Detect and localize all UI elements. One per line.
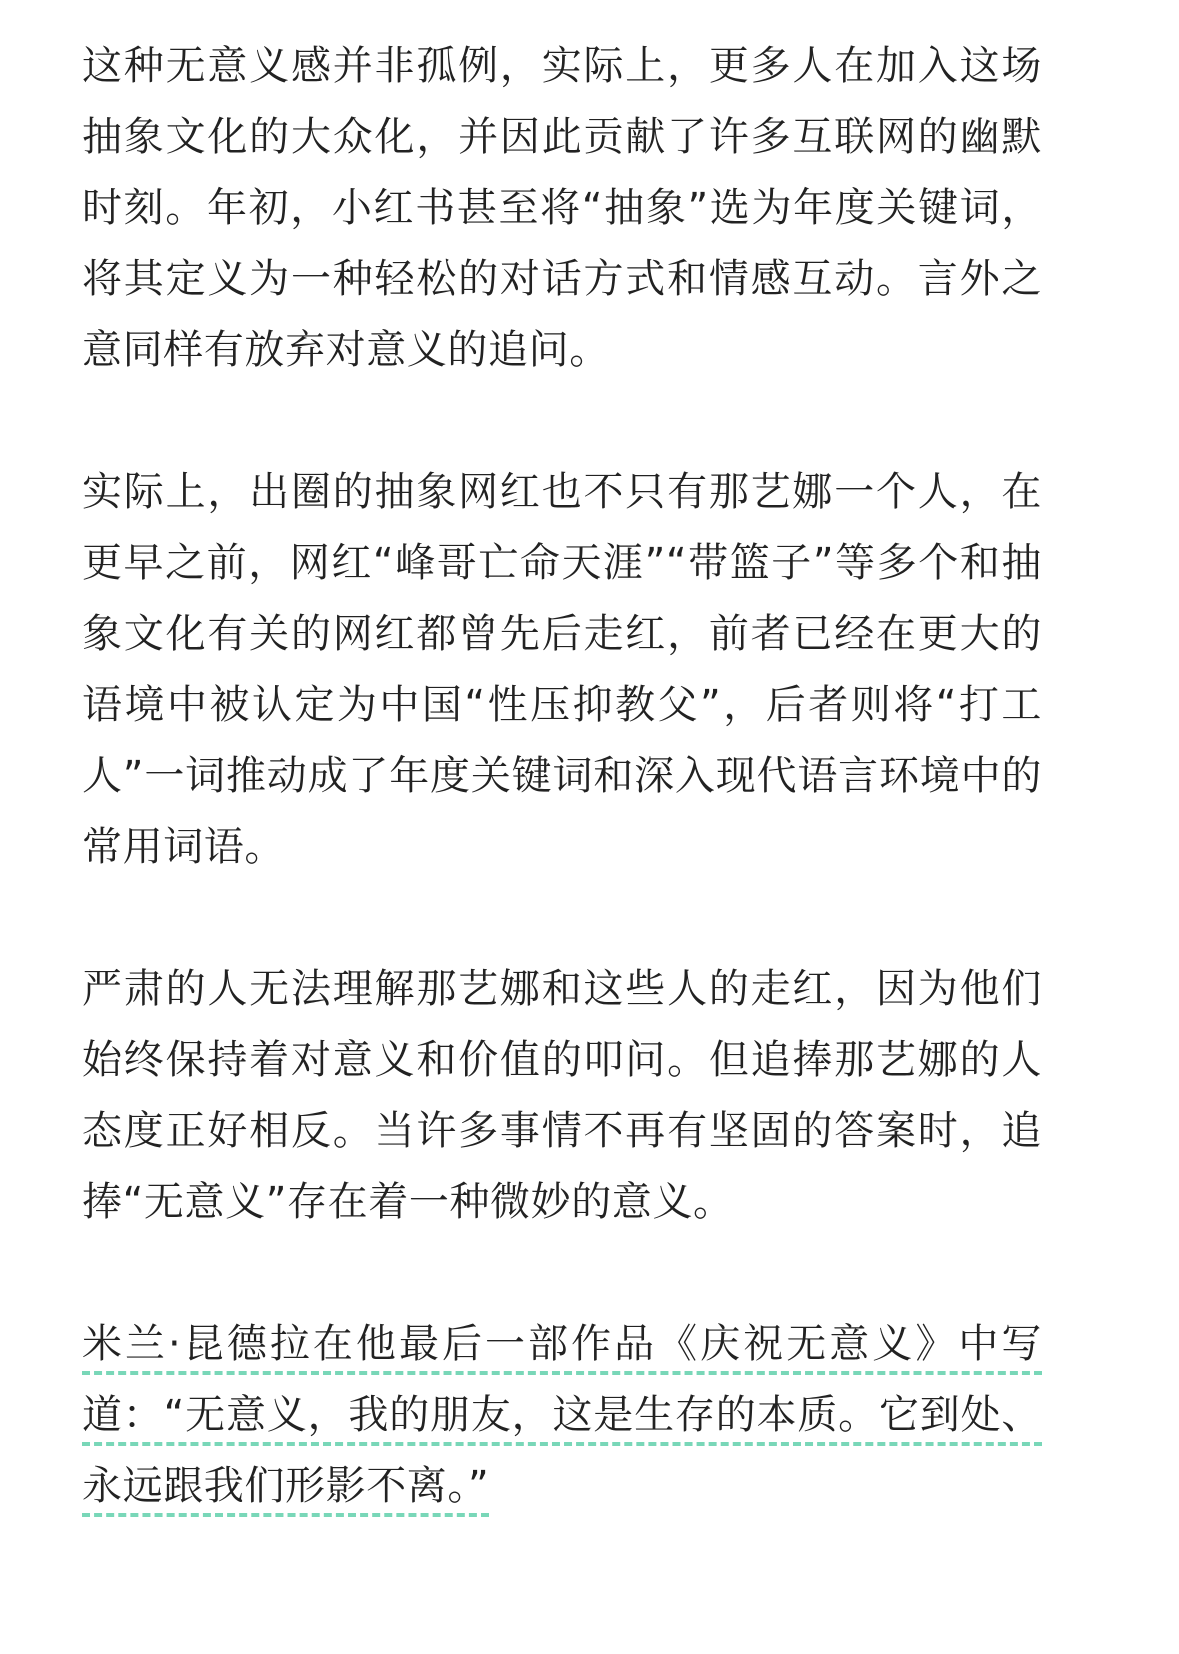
quote-text: 米兰·昆德拉在他最后一部作品《庆祝无意义》中写道：“无意义，我的朋友，这是生存的本质。它到处、永远跟我们形影不离。” (82, 1321, 1042, 1517)
paragraph-2: 实际上，出圈的抽象网红也不只有那艺娜一个人，在更早之前，网红“峰哥亡命天涯”“带篮子”等多个和抽象文化有关的网红都曾先后走红，前者已经在更大的语境中被认定为中国“性压抑教父”，后者则将“打工人”一词推动成了年度关键词和深入现代语言环境中的常用词语。 (82, 469, 1042, 870)
article-body (82, 31, 1042, 1522)
paragraph-1: 这种无意义感并非孤例，实际上，更多人在加入这场抽象文化的大众化，并因此贡献了许多互联网的幽默时刻。年初，小红书甚至将“抽象”选为年度关键词，将其定义为一种轻松的对话方式和情感互动。言外之意同样有放弃对意义的追问。 (82, 43, 1042, 373)
highlighted-quote (82, 1309, 1042, 1522)
paragraph-3: 严肃的人无法理解那艺娜和这些人的走红，因为他们始终保持着对意义和价值的叩问。但追捧那艺娜的人态度正好相反。当许多事情不再有坚固的答案时，追捧“无意义”存在着一种微妙的意义。 (82, 966, 1042, 1225)
